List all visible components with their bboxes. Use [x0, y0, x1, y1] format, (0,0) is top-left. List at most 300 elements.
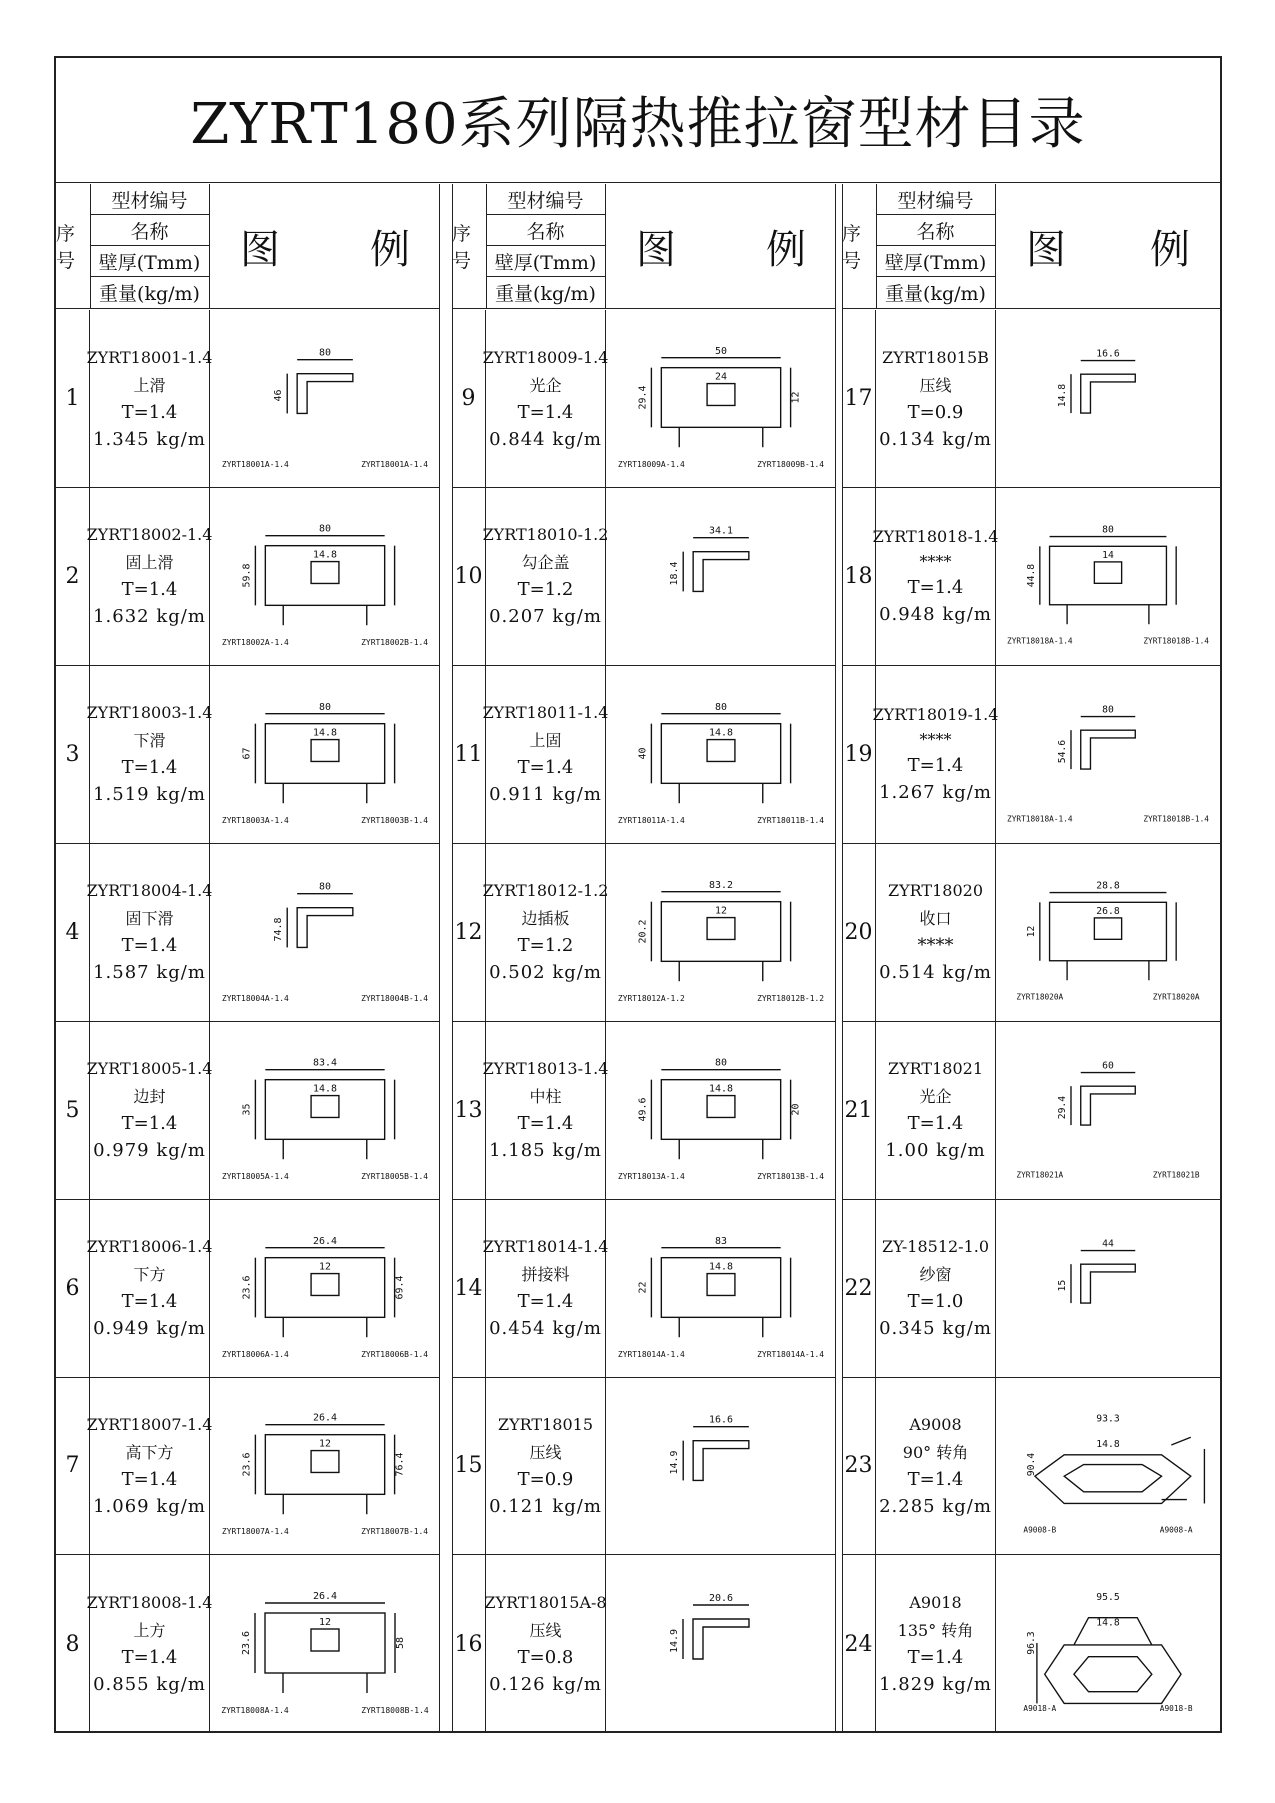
dimension-label: 95.5 [1096, 1592, 1120, 1604]
dimension-label: 14.8 [1096, 1617, 1120, 1629]
profile-weight: 0.207 kg/m [489, 606, 602, 628]
profile-info [86, 844, 213, 1021]
profile-thickness: T=0.9 [907, 401, 964, 423]
profile-code: ZYRT18006-1.4 [86, 1237, 213, 1256]
dimension-label: 80 [1102, 524, 1114, 536]
profile-code: ZYRT18002-1.4 [86, 525, 213, 545]
part-label: ZYRT18018B-1.4 [1143, 814, 1209, 824]
profile-svg [606, 310, 836, 487]
profile-info [876, 1377, 996, 1554]
part-label: ZYRT18021B [1152, 1170, 1200, 1180]
dimension-label: 44.8 [1025, 563, 1037, 588]
part-label: ZYRT18002B-1.4 [361, 638, 429, 648]
profile-code: ZYRT18004-1.4 [86, 881, 213, 901]
row-number: 16 [452, 1555, 486, 1733]
profile-weight: 0.844 kg/m [489, 428, 602, 450]
profile-name: 固上滑 [125, 553, 174, 573]
profile-thickness: T=1.4 [517, 1291, 574, 1312]
profile-figure [210, 310, 440, 487]
row-number: 10 [452, 488, 486, 665]
profile-svg [606, 1377, 836, 1554]
part-label: ZYRT18012A-1.2 [617, 993, 685, 1003]
row-number: 7 [56, 1377, 90, 1554]
dimension-label: 23.6 [241, 1452, 253, 1477]
weight-header: 重量(kg/m) [486, 277, 606, 308]
profile-code: ZYRT18014-1.4 [482, 1237, 609, 1256]
row-number: 21 [842, 1022, 876, 1199]
table-row [842, 310, 1220, 488]
profile-weight: 1.519 kg/m [93, 784, 206, 806]
table-row [452, 310, 836, 488]
profile-figure [210, 844, 440, 1021]
table-row [56, 1377, 440, 1555]
dimension-label: 90.4 [1025, 1453, 1037, 1477]
profile-figure [210, 488, 440, 665]
dimension-label: 80 [319, 701, 331, 713]
dimension-label: 14.8 [709, 727, 733, 739]
part-label: ZYRT18004B-1.4 [361, 993, 429, 1003]
table-header [56, 184, 440, 309]
name-header: 名称 [486, 215, 606, 246]
profile-figure [606, 1200, 836, 1377]
dimension-label: 74.8 [273, 917, 285, 942]
dimension-label: 26.4 [312, 1591, 338, 1603]
profile-name: 90° 转角 [902, 1442, 969, 1462]
profile-weight: 0.948 kg/m [879, 604, 992, 626]
table-row [56, 488, 440, 666]
row-number: 11 [452, 666, 486, 843]
profile-figure [606, 310, 836, 487]
dimension-label: 26.4 [313, 1413, 337, 1425]
profile-figure [606, 666, 836, 843]
page-title: ZYRT180系列隔热推拉窗型材目录 [56, 58, 1220, 183]
profile-svg [606, 844, 836, 1021]
table-block-1 [56, 184, 440, 1733]
profile-info [876, 1022, 996, 1199]
dimension-label: 12 [715, 905, 727, 917]
part-label: ZYRT18013B-1.4 [757, 1171, 825, 1181]
dimension-label: 20 [790, 1103, 802, 1116]
profile-name: 边封 [133, 1087, 166, 1107]
profile-figure [996, 1377, 1220, 1554]
profile-drawing [683, 1605, 749, 1659]
dimension-label: 80 [319, 523, 331, 535]
profile-name: 收口 [919, 909, 952, 929]
catalog-sheet [54, 56, 1222, 1733]
dimension-label: 35 [241, 1103, 253, 1116]
part-label: ZYRT18003B-1.4 [361, 815, 429, 825]
row-number: 6 [56, 1200, 90, 1377]
profile-drawing [1037, 1618, 1181, 1704]
profile-code: ZYRT18020 [887, 881, 983, 901]
profile-thickness: T=1.4 [517, 1113, 574, 1135]
profile-figure [996, 488, 1220, 665]
profile-name: 勾企盖 [521, 553, 570, 573]
row-number: 24 [842, 1555, 876, 1733]
profile-code: ZYRT18015B [882, 347, 989, 367]
dimension-label: 14.8 [1096, 1439, 1120, 1451]
profile-code: ZYRT18009-1.4 [482, 347, 609, 367]
dimension-label: 14.8 [313, 549, 337, 561]
profile-weight: 0.514 kg/m [879, 962, 992, 984]
table-row [842, 666, 1220, 844]
profile-figure [996, 844, 1220, 1021]
legend-right: 例 [766, 226, 806, 273]
profile-info [482, 844, 609, 1021]
dimension-label: 67 [241, 747, 253, 760]
profile-info [86, 488, 213, 665]
profile-name: 压线 [529, 1621, 562, 1641]
weight-header: 重量(kg/m) [90, 277, 210, 308]
seq-header: 序号 [452, 184, 487, 308]
legend-right: 例 [370, 226, 410, 273]
profile-drawing [683, 1427, 749, 1481]
profile-svg [996, 1555, 1220, 1733]
profile-code: ZYRT18007-1.4 [86, 1414, 213, 1434]
table-row [56, 666, 440, 844]
profile-thickness: T=0.9 [517, 1468, 574, 1490]
profile-code: ZYRT18005-1.4 [86, 1059, 213, 1079]
part-label: ZYRT18011A-1.4 [617, 815, 685, 825]
profile-info [486, 1377, 606, 1554]
row-number: 22 [842, 1200, 876, 1377]
profile-svg [606, 666, 836, 843]
row-number: 18 [842, 488, 876, 665]
profile-figure [606, 844, 836, 1021]
part-label: ZYRT18005A-1.4 [221, 1171, 289, 1181]
profile-code: A9008 [909, 1414, 962, 1434]
profile-name: **** [919, 730, 952, 750]
dimension-label: 16.6 [1096, 348, 1120, 360]
table-row [56, 844, 440, 1022]
profile-name: 高下方 [125, 1442, 174, 1462]
legend-right: 例 [1150, 226, 1190, 273]
profile-drawing [683, 538, 749, 592]
row-number: 15 [452, 1377, 486, 1554]
profile-name: 下方 [133, 1265, 166, 1284]
name-header: 名称 [876, 215, 996, 246]
profile-figure [210, 1022, 440, 1199]
row-number: 3 [56, 666, 90, 843]
dimension-label: 23.6 [241, 1631, 252, 1656]
row-number: 5 [56, 1022, 90, 1199]
profile-figure [210, 1377, 440, 1554]
row-number: 13 [452, 1022, 486, 1199]
part-label: ZYRT18021A [1016, 1170, 1064, 1180]
legend-left: 图 [240, 226, 280, 273]
row-number: 4 [56, 844, 90, 1021]
part-label: A9018-A [1023, 1704, 1057, 1714]
table-row [452, 488, 836, 666]
table-row [842, 488, 1220, 666]
dimension-label: 69.4 [394, 1275, 406, 1299]
profile-svg [606, 1555, 836, 1733]
profile-svg [210, 1200, 440, 1377]
profile-code: ZYRT18015A-8 [484, 1593, 607, 1613]
row-number: 9 [452, 310, 486, 487]
dimension-label: 83.4 [313, 1057, 337, 1069]
profile-thickness: T=1.4 [121, 1647, 178, 1669]
code-header: 型材编号 [486, 184, 606, 215]
part-label: ZYRT18018A-1.4 [1007, 814, 1073, 824]
table-row [452, 844, 836, 1022]
profile-name: 下滑 [133, 731, 166, 751]
profile-name: 光企 [919, 1087, 952, 1107]
table-header [452, 184, 836, 309]
profile-name: 上滑 [133, 375, 166, 395]
part-label: A9008-A [1159, 1526, 1193, 1536]
dimension-label: 26.8 [1096, 905, 1120, 917]
dimension-label: 14.8 [313, 1083, 337, 1095]
dimension-label: 14.8 [709, 1261, 733, 1273]
dimension-label: 23.6 [241, 1275, 253, 1299]
profile-code: ZYRT18003-1.4 [86, 703, 213, 723]
profile-drawing [1071, 716, 1135, 769]
code-header: 型材编号 [876, 184, 996, 215]
profile-name: 上方 [133, 1621, 166, 1641]
code-header: 型材编号 [90, 184, 210, 215]
profile-code: ZYRT18001-1.4 [86, 347, 213, 367]
profile-weight: 1.587 kg/m [93, 962, 206, 984]
part-label: ZYRT18008B-1.4 [361, 1706, 429, 1716]
profile-thickness: T=1.4 [121, 1291, 178, 1312]
profile-code: A9018 [909, 1593, 962, 1613]
profile-info [486, 1555, 606, 1733]
profile-svg [606, 1200, 836, 1377]
row-number: 1 [56, 310, 90, 487]
row-number: 8 [56, 1555, 90, 1733]
profile-code: ZYRT18013-1.4 [482, 1059, 609, 1079]
profile-weight: 0.949 kg/m [93, 1318, 206, 1339]
weight-header: 重量(kg/m) [876, 277, 996, 308]
dimension-label: 26.4 [313, 1235, 337, 1247]
profile-drawing [1071, 361, 1135, 414]
table-block-3 [842, 184, 1220, 1733]
profile-figure [996, 1022, 1220, 1199]
table-row [452, 1555, 836, 1733]
profile-code: ZYRT18010-1.2 [482, 525, 609, 545]
table-row [56, 310, 440, 488]
profile-figure [996, 1555, 1220, 1733]
profile-thickness: T=1.4 [907, 577, 964, 599]
profile-name: 固下滑 [125, 909, 174, 929]
dimension-label: 59.8 [241, 563, 253, 588]
table-row [842, 1200, 1220, 1378]
part-label: ZYRT18008A-1.4 [221, 1706, 289, 1716]
part-label: ZYRT18014A-1.4 [617, 1349, 685, 1359]
dimension-label: 58 [395, 1637, 406, 1650]
profile-weight: 1.345 kg/m [93, 428, 206, 450]
profile-info [482, 666, 609, 843]
profile-info [482, 1022, 609, 1199]
part-label: ZYRT18013A-1.4 [617, 1171, 685, 1181]
table-row [842, 1555, 1220, 1733]
profile-weight: 1.00 kg/m [885, 1140, 986, 1162]
profile-thickness: T=1.4 [517, 757, 574, 779]
profile-code: ZYRT18021 [887, 1059, 983, 1079]
table-row [842, 844, 1220, 1022]
profile-thickness: T=1.2 [517, 935, 574, 957]
row-number: 2 [56, 488, 90, 665]
dimension-label: 14 [1102, 549, 1114, 561]
profile-weight: 1.185 kg/m [489, 1140, 602, 1162]
dimension-label: 54.6 [1057, 739, 1069, 764]
profile-info [482, 1200, 609, 1377]
profile-name: 边插板 [521, 909, 570, 929]
thickness-header: 壁厚(Tmm) [876, 246, 996, 277]
profile-name: 光企 [529, 375, 562, 395]
profile-code: ZY-18512-1.0 [881, 1237, 990, 1256]
dimension-label: 93.3 [1096, 1414, 1120, 1426]
profile-drawing [287, 360, 353, 414]
table-row [842, 1377, 1220, 1555]
profile-figure [996, 666, 1220, 843]
profile-info [872, 666, 999, 843]
profile-figure [606, 1022, 836, 1199]
profile-svg [210, 1555, 440, 1733]
profile-weight: 1.069 kg/m [93, 1495, 206, 1517]
profile-weight: 1.632 kg/m [93, 606, 206, 628]
profile-weight: 1.829 kg/m [879, 1674, 992, 1696]
legend-left: 图 [636, 226, 676, 273]
part-label: ZYRT18001A-1.4 [361, 460, 429, 470]
profile-thickness: T=1.4 [121, 401, 178, 423]
row-number: 12 [452, 844, 486, 1021]
table-row [452, 1022, 836, 1200]
table-row [56, 1200, 440, 1378]
dimension-label: 76.4 [394, 1452, 406, 1477]
thickness-header: 壁厚(Tmm) [90, 246, 210, 277]
profile-weight: 0.345 kg/m [879, 1318, 992, 1339]
dimension-label: 12 [319, 1438, 331, 1450]
profile-svg [996, 310, 1220, 487]
profile-info [876, 1200, 996, 1377]
profile-thickness: T=1.0 [907, 1291, 964, 1312]
profile-info [482, 310, 609, 487]
part-label: ZYRT18002A-1.4 [221, 638, 289, 648]
profile-weight: 0.121 kg/m [489, 1495, 602, 1517]
profile-figure [606, 1377, 836, 1554]
profile-code: ZYRT18019-1.4 [872, 705, 999, 725]
dimension-label: 22 [637, 1281, 649, 1293]
part-label: ZYRT18018B-1.4 [1143, 636, 1209, 646]
dimension-label: 83.2 [709, 879, 733, 891]
profile-info [482, 488, 609, 665]
profile-weight: 0.979 kg/m [93, 1140, 206, 1162]
profile-thickness: T=1.4 [907, 1113, 964, 1135]
part-label: ZYRT18020A [1152, 992, 1200, 1002]
dimension-label: 15 [1057, 1279, 1069, 1291]
profile-name: 纱窗 [919, 1265, 952, 1284]
table-row [56, 1022, 440, 1200]
dimension-label: 50 [715, 345, 727, 357]
profile-info [86, 310, 213, 487]
part-label: ZYRT18007B-1.4 [361, 1527, 429, 1537]
profile-code: ZYRT18012-1.2 [482, 881, 609, 901]
table-block-2 [452, 184, 836, 1733]
profile-svg [210, 1022, 440, 1199]
profile-figure [210, 1555, 440, 1733]
part-label: ZYRT18009B-1.4 [757, 460, 825, 470]
profile-svg [996, 666, 1220, 843]
profile-thickness: T=0.8 [517, 1647, 574, 1669]
table-row [56, 1555, 440, 1733]
row-number: 19 [842, 666, 876, 843]
part-label: ZYRT18004A-1.4 [221, 993, 289, 1003]
profile-drawing [287, 893, 353, 947]
profile-code: ZYRT18008-1.4 [86, 1593, 213, 1613]
profile-name: 压线 [919, 375, 952, 395]
part-label: A9008-B [1023, 1526, 1057, 1536]
dimension-label: 16.6 [709, 1415, 733, 1427]
profile-info [876, 310, 996, 487]
dimension-label: 80 [715, 1057, 727, 1069]
profile-name: 135° 转角 [897, 1621, 974, 1641]
part-label: ZYRT18001A-1.4 [221, 460, 289, 470]
dimension-label: 80 [319, 347, 331, 359]
profile-svg [606, 488, 836, 665]
profile-weight: 0.911 kg/m [489, 784, 602, 806]
profile-thickness: T=1.4 [121, 935, 178, 957]
dimension-label: 29.4 [1057, 1095, 1069, 1119]
profile-figure [996, 1200, 1220, 1377]
profile-drawing [1071, 1250, 1135, 1303]
profile-figure [606, 1555, 836, 1733]
dimension-label: 96.3 [1025, 1631, 1037, 1656]
profile-weight: 0.126 kg/m [489, 1674, 602, 1696]
profile-thickness: T=1.4 [121, 1468, 178, 1490]
dimension-label: 12 [319, 1261, 331, 1273]
profile-figure [606, 488, 836, 665]
dimension-label: 80 [1102, 704, 1114, 716]
name-header: 名称 [90, 215, 210, 246]
profile-name: 压线 [529, 1442, 562, 1462]
profile-code: ZYRT18018-1.4 [872, 527, 999, 547]
part-label: ZYRT18020A [1016, 992, 1064, 1002]
part-label: ZYRT18005B-1.4 [361, 1171, 429, 1181]
profile-thickness: T=1.4 [907, 755, 964, 777]
dimension-label: 18.4 [669, 561, 681, 586]
dimension-label: 80 [715, 701, 727, 713]
profile-info [86, 1200, 213, 1377]
dimension-label: 83 [715, 1235, 727, 1247]
profile-thickness: T=1.4 [121, 1113, 178, 1135]
dimension-label: 14.8 [313, 727, 337, 739]
profile-thickness: T=1.4 [907, 1468, 964, 1490]
profile-weight: 0.502 kg/m [489, 962, 602, 984]
table-header [842, 184, 1220, 309]
part-label: ZYRT18011B-1.4 [757, 815, 825, 825]
profile-figure [210, 1200, 440, 1377]
profile-weight: 0.134 kg/m [879, 428, 992, 450]
table-row [452, 666, 836, 844]
dimension-label: 20.2 [637, 919, 649, 944]
profile-info [86, 1022, 213, 1199]
table-row [452, 1200, 836, 1378]
profile-svg [210, 666, 440, 843]
row-number: 20 [842, 844, 876, 1021]
profile-info [872, 488, 999, 665]
dimension-label: 49.6 [637, 1097, 649, 1122]
profile-figure [996, 310, 1220, 487]
row-number: 14 [452, 1200, 486, 1377]
dimension-label: 44 [1102, 1238, 1114, 1250]
part-label: ZYRT18014A-1.4 [757, 1349, 825, 1359]
part-label: ZYRT18009A-1.4 [617, 460, 685, 470]
profile-svg [210, 1377, 440, 1554]
profile-info [876, 844, 996, 1021]
dimension-label: 46 [273, 389, 285, 402]
